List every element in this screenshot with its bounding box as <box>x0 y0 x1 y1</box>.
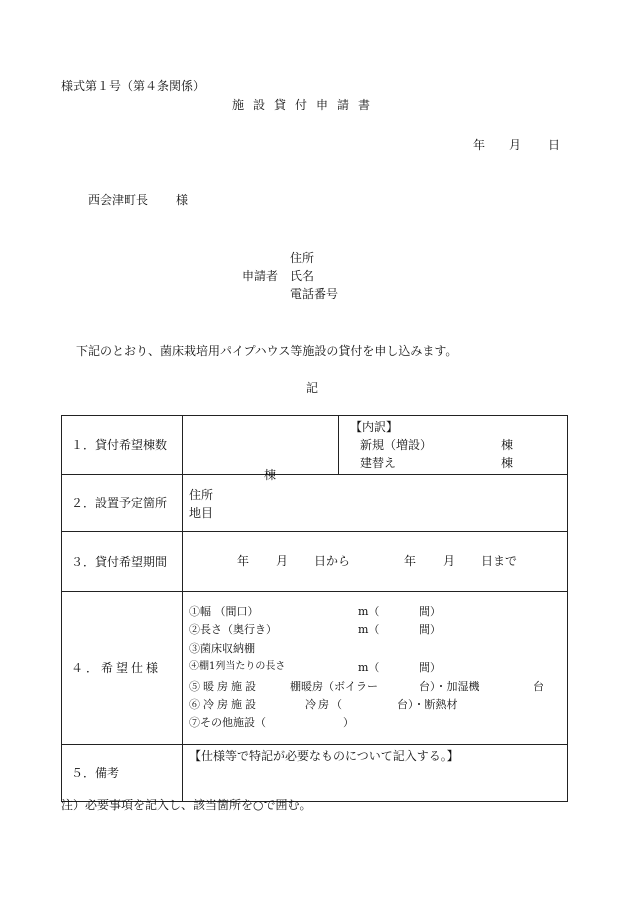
row5-cell <box>183 745 568 802</box>
row-remarks <box>62 745 568 802</box>
spec-shelf-length-unit: m（ <box>358 661 380 674</box>
spec-shelf-length: ④棚1列当たりの長さ <box>189 661 286 672</box>
applicant-phone-label: 電話番号 <box>290 287 339 301</box>
period-to-month: 月 <box>443 554 456 568</box>
application-table <box>61 415 568 802</box>
row3-cell <box>183 532 568 592</box>
breakdown-rebuild: 建替え <box>360 456 397 470</box>
date-year: 年 <box>473 138 486 152</box>
footnote: 注）必要事項を記入し、該当箇所を○で囲む。 <box>61 798 312 812</box>
spec-length-close: 間） <box>419 623 441 636</box>
row2-cell <box>183 475 568 532</box>
spec-shelf: ③菌床収納棚 <box>189 642 255 655</box>
document-title: 施設貸付申請書 <box>232 98 380 112</box>
spec-heating-detail: 棚暖房（ボイラー <box>290 680 378 693</box>
period-from-year: 年 <box>237 554 250 568</box>
spec-cooling: ⑥冷房施設 <box>189 698 259 711</box>
period-from-day: 日から <box>314 554 351 568</box>
row3-label: ３．貸付希望期間 <box>62 532 183 592</box>
spec-width: ①幅 （間口） <box>189 605 259 618</box>
location-address: 住所 <box>189 488 214 502</box>
period-to-day: 日まで <box>481 554 518 568</box>
row5-label: ５．備考 <box>71 766 120 780</box>
addressee-name: 西会津町長 <box>88 193 149 207</box>
applicant-name-label: 氏名 <box>290 269 315 283</box>
intro-text: 下記のとおり、菌床栽培用パイプハウス等施設の貸付を申し込みます。 <box>76 344 458 358</box>
row-building-count <box>62 416 568 475</box>
spec-cooling-detail: 冷房（ <box>305 698 344 711</box>
breakdown-rebuild-unit: 棟 <box>501 456 514 470</box>
date-month: 月 <box>509 138 522 152</box>
breakdown-title: 【内訳】 <box>350 420 399 434</box>
row4-cell <box>183 592 568 745</box>
spec-width-unit: m（ <box>358 605 380 618</box>
spec-other: ⑦その他施設（ <box>189 716 266 729</box>
row1-label: １．貸付希望棟数 <box>62 416 183 475</box>
row-location <box>62 475 568 532</box>
spec-other-close: ） <box>343 716 354 729</box>
row-specs <box>62 592 568 745</box>
spec-length-unit: m（ <box>358 623 380 636</box>
spec-heating-detail2: 台）・加湿機 <box>419 680 480 693</box>
breakdown-new-unit: 棟 <box>501 438 514 452</box>
location-lot: 地目 <box>189 506 214 520</box>
form-number: 様式第１号（第４条関係） <box>61 79 206 93</box>
applicant-label: 申請者 <box>242 269 279 283</box>
period-to-year: 年 <box>404 554 417 568</box>
period-from-month: 月 <box>276 554 289 568</box>
spec-heating: ⑤暖房施設 <box>189 680 259 693</box>
row1-breakdown-cell <box>339 416 568 475</box>
row1-unit-cell <box>183 416 339 482</box>
row5-label-cell <box>62 745 183 802</box>
spec-heating-detail3: 台 <box>533 680 544 693</box>
breakdown-new: 新規（増設） <box>360 438 433 452</box>
row1-unit: 棟 <box>264 468 277 482</box>
remarks-note: 【仕様等で特記が必要なものについて記入する。】 <box>189 749 459 763</box>
spec-shelf-length-close: 間） <box>419 661 441 674</box>
spec-length: ②長さ（奥行き） <box>189 623 277 636</box>
date-day: 日 <box>548 138 561 152</box>
spec-width-close: 間） <box>419 605 441 618</box>
spec-cooling-detail2: 台）・断熱材 <box>397 698 458 711</box>
applicant-address-label: 住所 <box>290 251 315 265</box>
ki-heading: 記 <box>306 381 319 395</box>
row-period <box>62 532 568 592</box>
addressee-honorific: 様 <box>176 193 189 207</box>
row2-label: ２．設置予定箇所 <box>62 475 183 532</box>
row4-label: ４．希望仕様 <box>62 592 183 745</box>
